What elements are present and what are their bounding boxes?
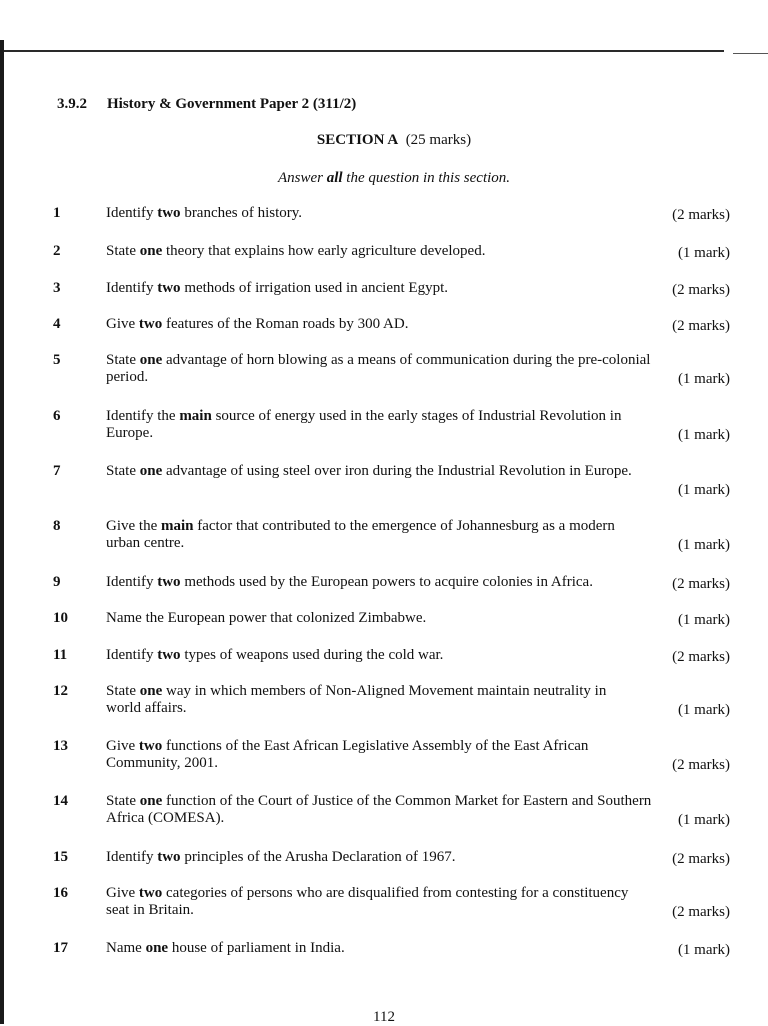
question-marks: (2 marks) (672, 282, 730, 298)
paper-number: 3.9.2 (57, 96, 87, 112)
question-text (106, 352, 718, 386)
question-number: 6 (53, 408, 61, 424)
question-line-continued: Africa (COMESA). (106, 810, 225, 826)
paper-title: History & Government Paper 2 (311/2) (107, 96, 357, 112)
question-line: Identify two methods used by the European powers to acquire colonies in Africa. (106, 574, 593, 590)
question-line-continued: Europe. (106, 425, 154, 441)
question-text (106, 243, 718, 260)
question-line: State one theory that explains how early agriculture developed. (106, 243, 486, 259)
question-number: 15 (53, 849, 68, 865)
question-number: 4 (53, 316, 61, 332)
section-label: SECTION A (316, 132, 399, 148)
question-text (106, 518, 718, 552)
page-number: 112 (373, 1009, 395, 1025)
question-line: Identify two types of weapons used during the cold war. (106, 647, 444, 663)
question-text (106, 793, 718, 827)
question-line-continued: seat in Britain. (106, 902, 194, 918)
question-number: 14 (53, 793, 68, 809)
keyword: one (139, 463, 163, 479)
question-text (106, 463, 718, 480)
top-rule (4, 50, 724, 52)
section-instruction: Answer all the question in this section. (277, 170, 511, 186)
question-marks: (1 mark) (677, 537, 730, 553)
keyword: one (139, 683, 163, 699)
question-number: 13 (53, 738, 68, 754)
question-text (106, 885, 718, 919)
question-marks: (1 mark) (677, 812, 730, 828)
question-text (106, 849, 718, 866)
question-line: State one function of the Court of Justice of the Common Market for Eastern and Southern (106, 793, 652, 809)
question-marks: (2 marks) (672, 318, 730, 334)
question-text (106, 738, 718, 772)
keyword: one (139, 352, 163, 368)
question-line-continued: Community, 2001. (106, 755, 218, 771)
question-line: Give two categories of persons who are disqualified from contesting for a constituency (106, 885, 629, 901)
question-marks: (2 marks) (672, 207, 730, 223)
question-number: 8 (53, 518, 61, 534)
keyword: two (138, 885, 163, 901)
question-line: Identify the main source of energy used in the early stages of Industrial Revolution in (106, 408, 622, 424)
keyword: two (157, 849, 181, 865)
keyword: two (138, 316, 163, 332)
question-marks: (2 marks) (672, 904, 730, 920)
question-line: Name the European power that colonized Zimbabwe. (106, 610, 427, 626)
keyword: main (179, 408, 212, 424)
keyword: main (160, 518, 194, 534)
question-line: Name one house of parliament in India. (106, 940, 345, 956)
keyword: two (157, 574, 181, 590)
question-text (106, 574, 718, 591)
question-text (106, 940, 718, 957)
question-text (106, 280, 718, 297)
question-marks: (2 marks) (672, 649, 730, 665)
question-line: Give two functions of the East African Legislative Assembly of the East African (106, 738, 589, 754)
question-marks: (2 marks) (672, 757, 730, 773)
question-number: 17 (53, 940, 68, 956)
question-line-continued: world affairs. (106, 700, 187, 716)
keyword: two (157, 205, 181, 221)
question-text (106, 683, 718, 717)
question-marks: (1 mark) (677, 427, 730, 443)
question-text (106, 205, 718, 222)
question-number: 11 (53, 647, 68, 663)
question-line: Identify two branches of history. (106, 205, 303, 221)
question-line: State one advantage of using steel over iron during the Industrial Revolution in Europe. (106, 463, 632, 479)
question-number: 9 (53, 574, 61, 590)
top-rule-tail (733, 53, 768, 54)
question-text (106, 647, 718, 664)
question-line: Identify two methods of irrigation used in ancient Egypt. (106, 280, 449, 296)
instruction-emphasis: all (326, 170, 343, 186)
question-number: 2 (53, 243, 61, 259)
section-title (0, 132, 768, 149)
question-line: Give two features of the Roman roads by 300 AD. (106, 316, 409, 332)
question-number: 16 (53, 885, 68, 901)
keyword: one (145, 940, 169, 956)
question-marks: (1 mark) (677, 482, 730, 498)
question-number: 7 (53, 463, 61, 479)
question-line: Identify two principles of the Arusha Declaration of 1967. (106, 849, 456, 865)
keyword: two (138, 738, 163, 754)
question-number: 12 (53, 683, 68, 699)
question-marks: (1 mark) (677, 245, 730, 261)
question-marks: (1 mark) (677, 702, 730, 718)
paper-heading (57, 96, 356, 113)
question-line-continued: period. (106, 369, 149, 385)
question-number: 1 (53, 205, 61, 221)
question-line: State one advantage of horn blowing as a means of communication during the pre-colonial (106, 352, 651, 368)
section-marks: (25 marks) (405, 132, 472, 148)
question-line: Give the main factor that contributed to the emergence of Johannesburg as a modern (106, 518, 615, 534)
question-line-continued: urban centre. (106, 535, 185, 551)
question-marks: (1 mark) (677, 371, 730, 387)
keyword: one (139, 243, 163, 259)
question-line: State one way in which members of Non-Aligned Movement maintain neutrality in (106, 683, 607, 699)
question-text (106, 408, 718, 442)
question-marks: (2 marks) (672, 576, 730, 592)
question-text (106, 316, 718, 333)
keyword: one (139, 793, 163, 809)
keyword: two (157, 280, 181, 296)
question-number: 3 (53, 280, 61, 296)
keyword: two (157, 647, 181, 663)
scan-left-edge (0, 40, 4, 1024)
question-marks: (2 marks) (672, 851, 730, 867)
question-text (106, 610, 718, 627)
question-number: 5 (53, 352, 61, 368)
question-marks: (1 mark) (677, 942, 730, 958)
question-number: 10 (53, 610, 68, 626)
question-marks: (1 mark) (677, 612, 730, 628)
